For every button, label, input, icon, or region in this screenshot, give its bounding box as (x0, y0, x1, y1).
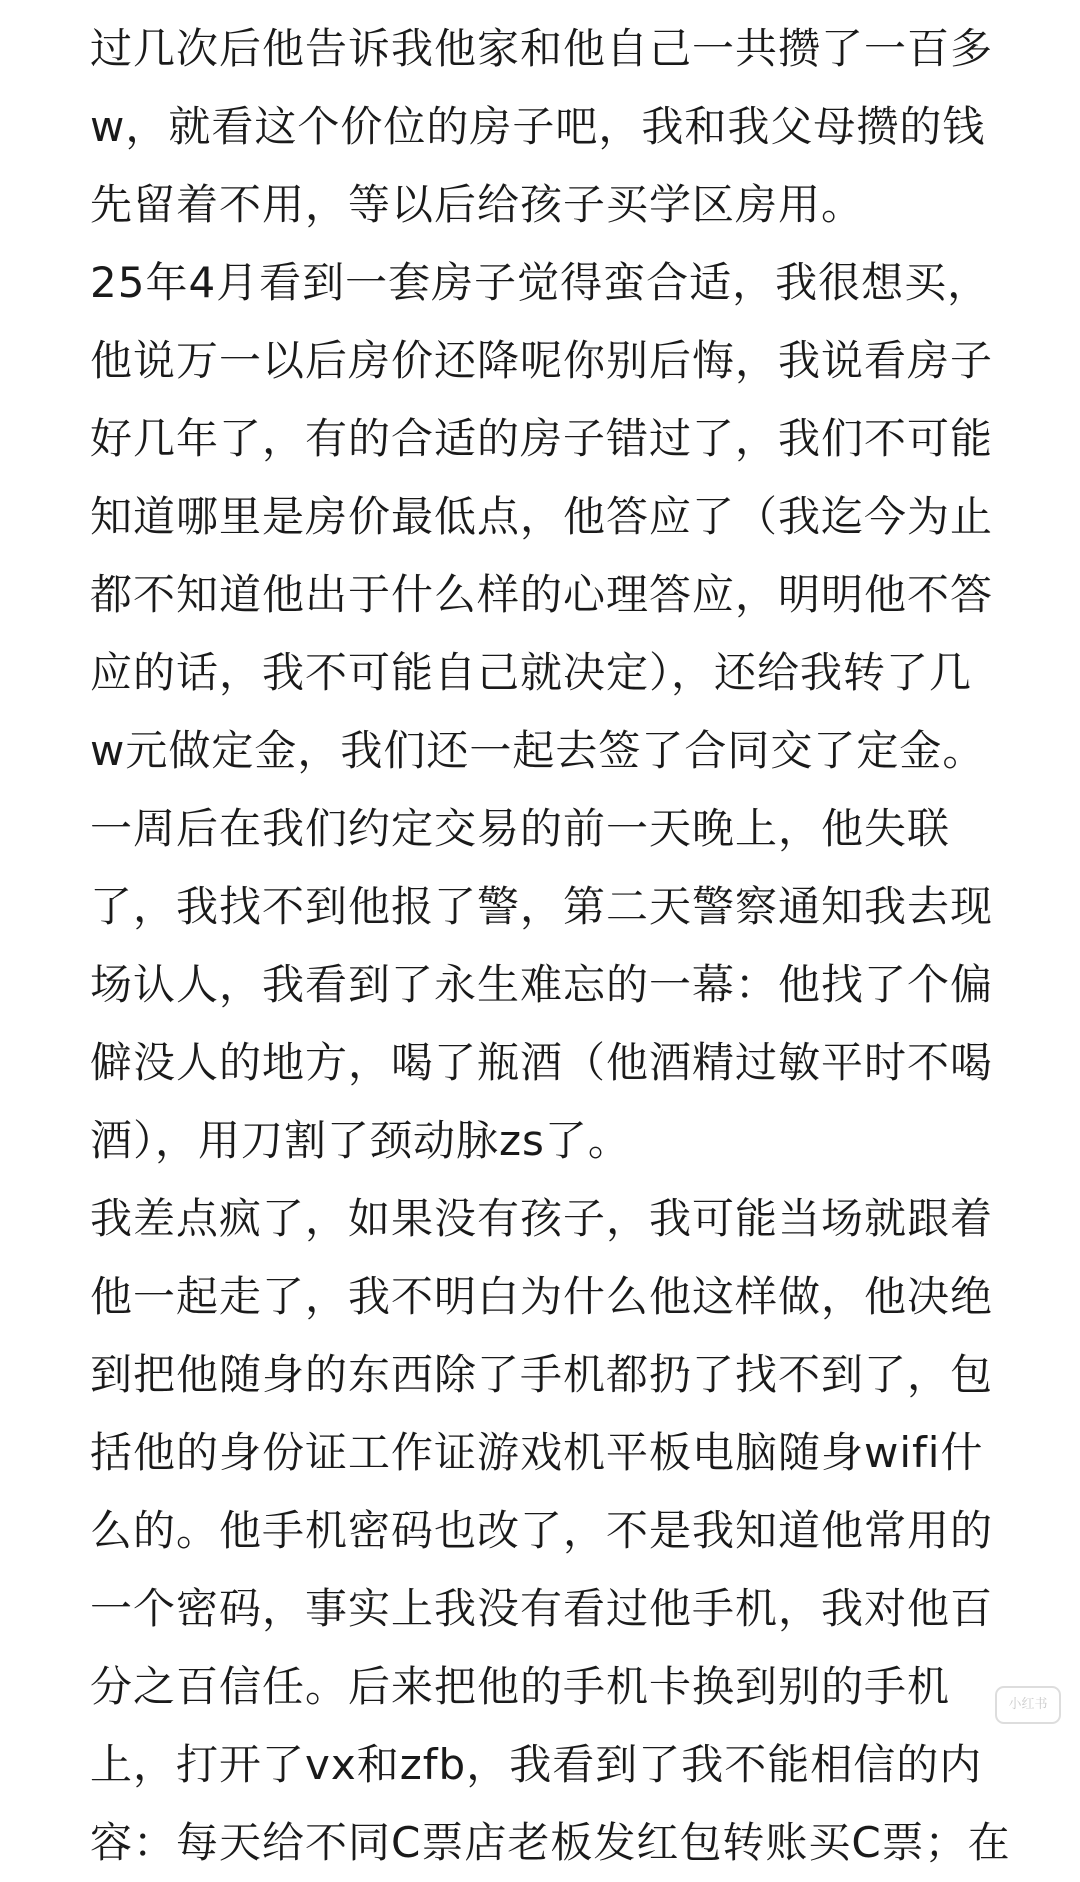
text-line: 了，我找不到他报了警，第二天警察通知我去现 (90, 882, 994, 931)
text-line: 知道哪里是房价最低点，他答应了（我迄今为止 (90, 492, 994, 541)
watermark-badge: 小红书 (995, 1686, 1061, 1724)
text-line: 僻没人的地方，喝了瓶酒（他酒精过敏平时不喝 (90, 1038, 994, 1087)
text-line: 一个密码，事实上我没有看过他手机，我对他百 (90, 1584, 994, 1633)
text-line: 场认人，我看到了永生难忘的一幕：他找了个偏 (90, 960, 994, 1009)
text-line: 他说万一以后房价还降呢你别后悔，我说看房子 (90, 336, 994, 385)
text-line: 都不知道他出于什么样的心理答应，明明他不答 (90, 570, 994, 619)
text-line: 上，打开了vx和zfb，我看到了我不能相信的内 (90, 1740, 983, 1789)
text-line: 他一起走了，我不明白为什么他这样做，他决绝 (90, 1272, 994, 1321)
text-line: 过几次后他告诉我他家和他自己一共攒了一百多 (90, 24, 994, 73)
text-line: 一周后在我们约定交易的前一天晚上，他失联 (90, 804, 951, 853)
text-line: 括他的身份证工作证游戏机平板电脑随身wifi什 (90, 1428, 984, 1477)
text-line: w，就看这个价位的房子吧，我和我父母攒的钱 (90, 102, 986, 151)
text-line: 25年4月看到一套房子觉得蛮合适，我很想买， (90, 258, 991, 307)
text-line: 应的话，我不可能自己就决定），还给我转了几 (90, 648, 973, 697)
text-line: 么的。他手机密码也改了，不是我知道他常用的 (90, 1506, 994, 1555)
text-line: w元做定金，我们还一起去签了合同交了定金。 (90, 726, 986, 775)
text-line: 分之百信任。后来把他的手机卡换到别的手机 (90, 1662, 951, 1711)
text-line: 酒），用刀割了颈动脉zs了。 (90, 1116, 631, 1165)
text-line: 到把他随身的东西除了手机都扔了找不到了，包 (90, 1350, 994, 1399)
text-line: 先留着不用，等以后给孩子买学区房用。 (90, 180, 865, 229)
text-line: 我差点疯了，如果没有孩子，我可能当场就跟着 (90, 1194, 994, 1243)
text-line: 好几年了，有的合适的房子错过了，我们不可能 (90, 414, 994, 463)
text-line: 容：每天给不同C票店老板发红包转账买C票；在 (90, 1818, 1011, 1867)
post-text-body (90, 10, 1011, 1882)
